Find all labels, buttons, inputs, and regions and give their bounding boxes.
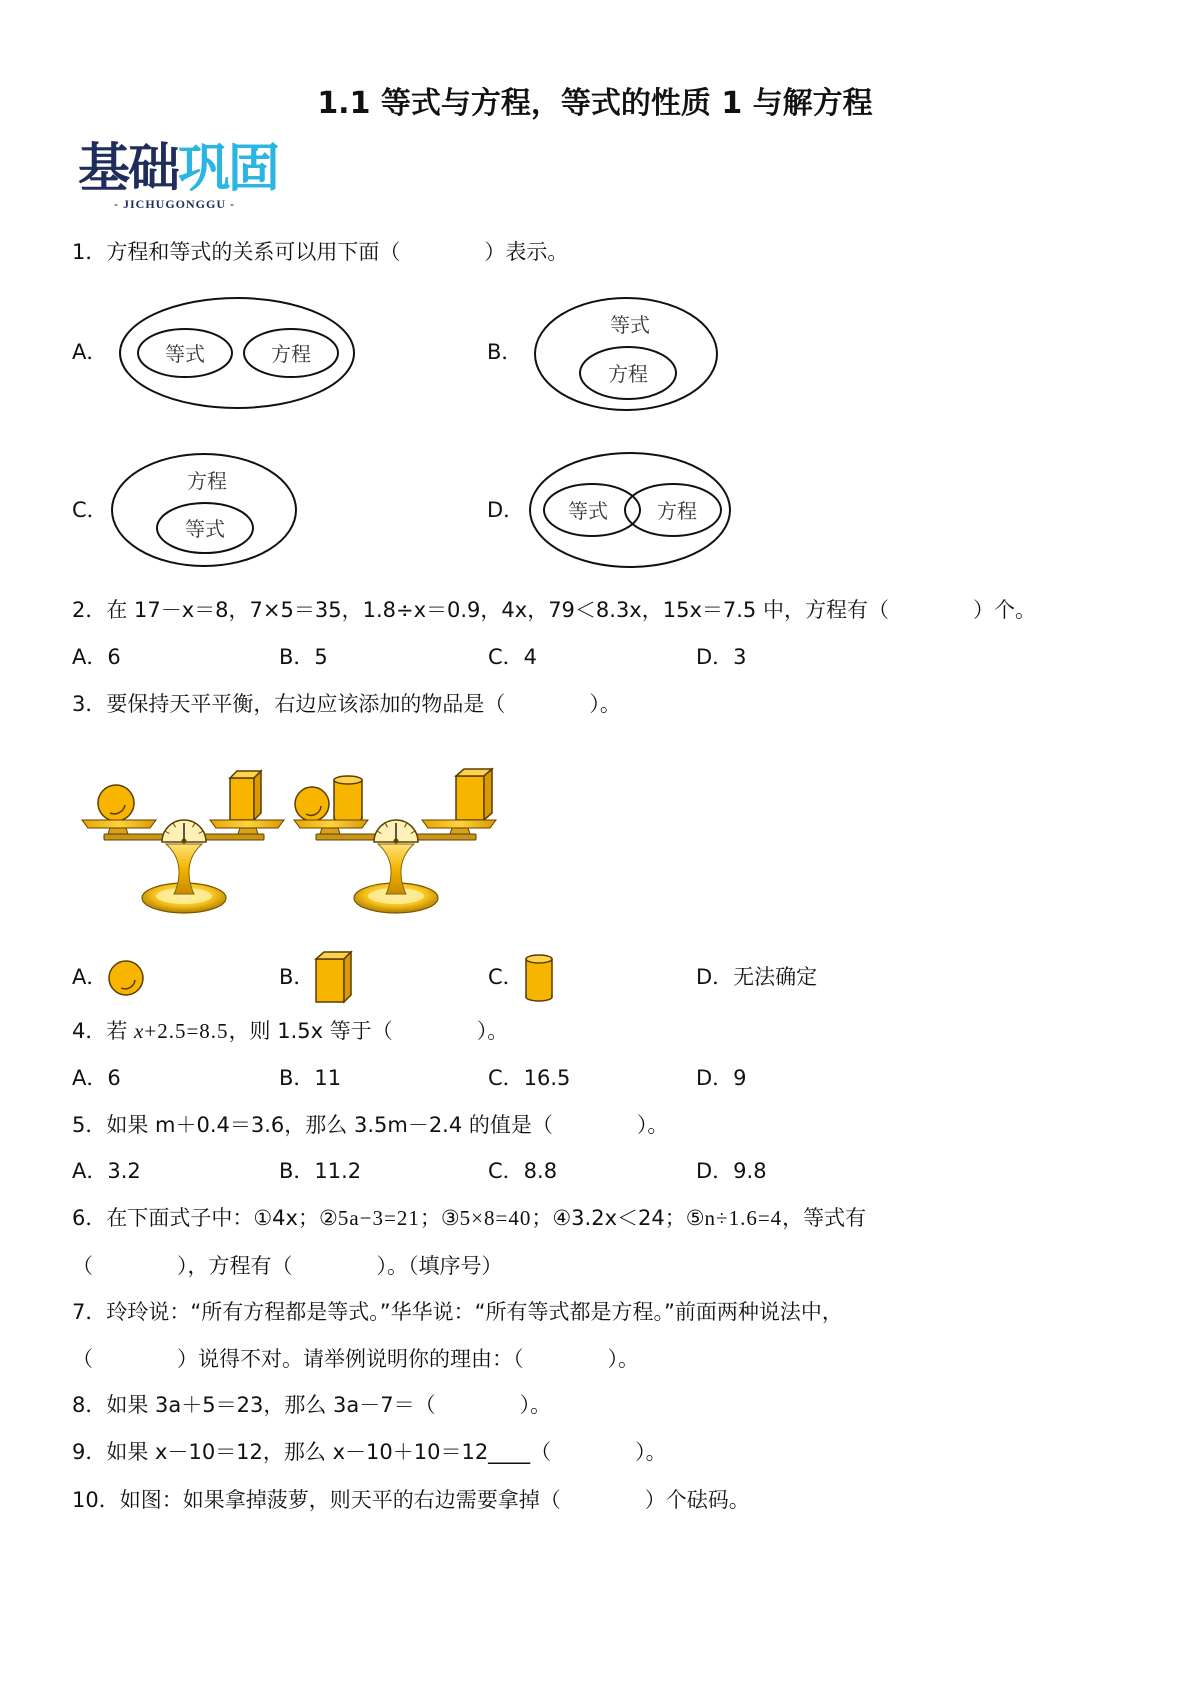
cuboid-icon xyxy=(230,771,261,820)
q2-option-d: D．3 xyxy=(696,645,747,669)
q1-option-b-label: B． xyxy=(487,340,523,364)
logo-subtitle: - JICHUGONGGU - xyxy=(114,197,235,211)
q4-prefix: 4．若 xyxy=(72,1019,135,1043)
q1-diagram-a xyxy=(118,296,358,412)
question-1: 1．方程和等式的关系可以用下面（ ）表示。 xyxy=(72,240,569,264)
question-8: 8．如果 3a＋5＝23，那么 3a－7＝（ ）。 xyxy=(72,1393,552,1417)
cylinder-icon xyxy=(334,776,362,822)
question-6 xyxy=(72,1203,866,1233)
left-pan xyxy=(82,820,156,828)
question-10: 10．如图：如果拿掉菠萝，则天平的右边需要拿掉（ ）个砝码。 xyxy=(72,1488,750,1512)
q2-option-a: A．6 xyxy=(72,645,121,669)
q4-equation-rest: +2.5=8.5 xyxy=(144,1019,229,1043)
question-7-line-2: （ ）说得不对。请举例说明你的理由：（ ）。 xyxy=(72,1347,639,1371)
q6-part-4: ，等式有 xyxy=(782,1206,867,1230)
q4-option-a: A．6 xyxy=(72,1066,121,1090)
q3-option-c-label: C． xyxy=(488,965,524,989)
q5-option-a: A．3.2 xyxy=(72,1159,141,1183)
question-3: 3．要保持天平平衡，右边应该添加的物品是（ ）。 xyxy=(72,692,621,716)
q6-expression-3: 5×8=40 xyxy=(459,1206,532,1230)
q1-option-d-label: D． xyxy=(487,498,525,522)
balance-2 xyxy=(292,768,498,916)
q1-diagram-d xyxy=(528,451,732,569)
diagram-d-left-label: 等式 xyxy=(568,499,608,523)
q5-option-c: C．8.8 xyxy=(488,1159,558,1183)
q5-option-b: B．11.2 xyxy=(279,1159,362,1183)
cuboid-icon xyxy=(456,769,492,820)
q1-diagram-b xyxy=(533,296,721,412)
logo-text-light: 巩固 xyxy=(178,139,279,199)
cylinder-icon xyxy=(523,953,555,1003)
cuboid-icon xyxy=(314,950,354,1004)
q3-option-b-label: B． xyxy=(279,965,315,989)
q4-option-d: D．9 xyxy=(696,1066,747,1090)
q6-part-2: ；③ xyxy=(419,1206,460,1230)
q6-expression-5: n÷1.6=4 xyxy=(704,1206,783,1230)
diagram-a-right-label: 方程 xyxy=(271,342,311,366)
q1-diagram-c xyxy=(110,452,298,568)
right-pan xyxy=(210,820,284,828)
q6-part-1: 6．在下面式子中：①4x；② xyxy=(72,1206,338,1230)
ball-icon xyxy=(107,959,145,997)
page-title: 1.1 等式与方程，等式的性质 1 与解方程 xyxy=(317,86,873,121)
right-pan xyxy=(422,820,496,828)
question-7: 7．玲玲说：“所有方程都是等式。”华华说：“所有等式都是方程。”前面两种说法中， xyxy=(72,1300,843,1324)
diagram-a-left-label: 等式 xyxy=(165,342,205,366)
q4-option-b: B．11 xyxy=(279,1066,342,1090)
q3-option-a-label: A． xyxy=(72,965,108,989)
q4-equation xyxy=(134,1019,229,1043)
logo-text-dark: 基础 xyxy=(78,139,179,199)
diagram-b-inner-label: 方程 xyxy=(608,362,648,386)
q6-part-3: ；④3.2x＜24；⑤ xyxy=(531,1206,705,1230)
q4-option-c: C．16.5 xyxy=(488,1066,571,1090)
q1-option-a-label: A． xyxy=(72,340,108,364)
question-2: 2．在 17－x＝8，7×5＝35，1.8÷x＝0.9，4x，79＜8.3x，15x＝7.5 中，方程有（ ）个。 xyxy=(72,598,1036,622)
question-4 xyxy=(72,1016,508,1046)
q1-option-c-label: C． xyxy=(72,498,108,522)
diagram-c-inner-label: 等式 xyxy=(185,517,225,541)
diagram-b-outer-label: 等式 xyxy=(610,313,650,337)
ball-icon xyxy=(98,785,134,821)
ball-icon xyxy=(295,787,329,821)
q2-option-b: B．5 xyxy=(279,645,328,669)
diagram-c-outer-label: 方程 xyxy=(187,469,227,493)
q4-suffix: ，则 1.5x 等于（ ）。 xyxy=(228,1019,509,1043)
q3-option-d: D．无法确定 xyxy=(696,965,818,989)
q4-variable: x xyxy=(134,1019,145,1043)
balance-1 xyxy=(80,768,286,916)
question-6-line-2: （ ），方程有（ ）。（填序号） xyxy=(72,1254,503,1278)
question-9: 9．如果 x－10＝12，那么 x－10＋10＝12____（ ）。 xyxy=(72,1440,667,1464)
question-5: 5．如果 m＋0.4＝3.6，那么 3.5m－2.4 的值是（ ）。 xyxy=(72,1113,669,1137)
diagram-d-right-label: 方程 xyxy=(657,499,697,523)
section-logo xyxy=(78,140,278,198)
q2-option-c: C．4 xyxy=(488,645,538,669)
left-pan xyxy=(294,820,368,828)
q5-option-d: D．9.8 xyxy=(696,1159,767,1183)
q6-expression-2: 5a−3=21 xyxy=(337,1206,420,1230)
